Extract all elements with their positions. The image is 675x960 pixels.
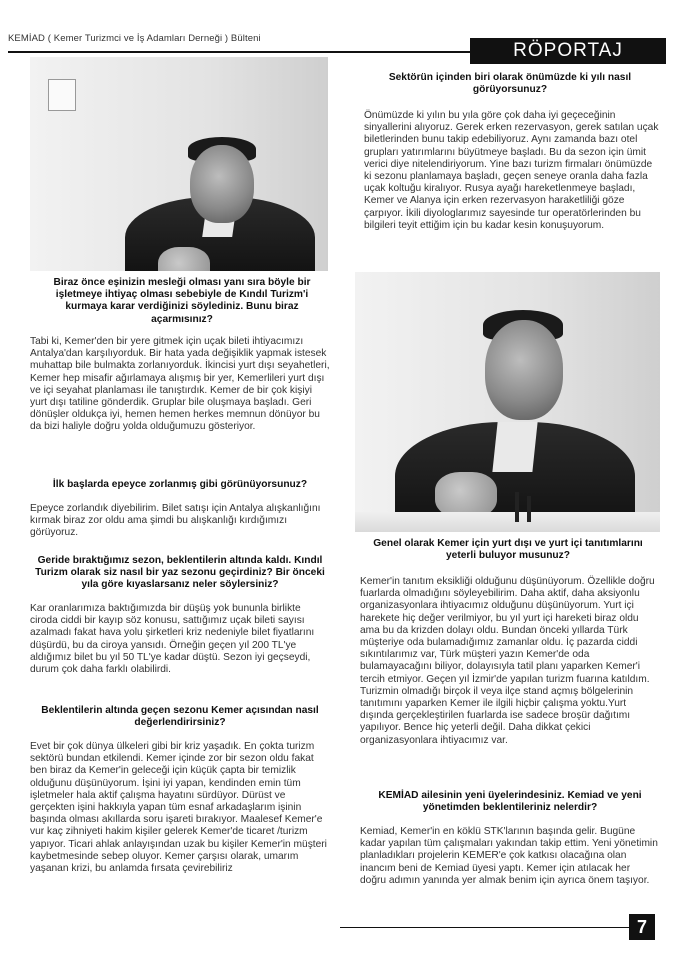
question-4: Beklentilerin altında geçen sezonu Kemer açısından nasıl değerlendirirsiniz? (41, 705, 319, 729)
answer-5: Önümüzde ki yılın bu yıla göre çok daha iyi geçeceğinin sinyallerini alıyoruz. Gerek erken rezervasyon, gerek satılan uçak biletlerinden bunu takip edebiliyoruz. Aynı zamanda bazı otel grupları yatırımlarını büyütmeye başladı. Bu da sezon için ümit verici diye nitelendiriyorum. Yine bazı turizm firmaları önümüzde ki sezonu planlamaya başladı, geçen seneye oranla daha fazla uçak koltuğu kiralıyor. Rusya ayağı hareketlenmeye başladı, Kemer ve Alanya için erken rezervasyon haraketliliği göze çarpıyor. İkili diyologlarımız sayesinde tur operatörlerinden bu bilgileri teyit ettiğim için bu kadar kesin konuşuyorum. (364, 110, 659, 231)
answer-1: Tabi ki, Kemer'den bir yere gitmek için uçak bileti ihtiyacımızı Antalya'dan karşılıyorduk. Bir hata yada değişiklik yapmak istesek muhattap bile bulmakta zorlanıyorduk. İkincisi yurt dışı seyahetleri, Kemer hep misafir ağırlamaya alışmış bir yer, Kemerlileri yurt dışı ve içi seyahat planlaması ile tanıştırdık. Kemer de bir çok kişiyi yurt dışı tatiline gönderdik. Gruplar bile oluşmaya başladı. Geri dönüşler oldukça iyi, hemen hemen herkes memnun dönüyor bu da bizi haliyle doğru yolda olduğumuzu gösteriyor. (30, 336, 330, 433)
answer-2: Epeyce zorlandık diyebilirim. Bilet satışı için Antalya alışkanlığını kırmak biraz zor oldu ama şimdi bu alışkanlığı kırdığımızı görüyoruz. (30, 503, 321, 539)
question-2: İlk başlarda epeyce zorlanmış gibi görünüyorsunuz? (52, 479, 308, 490)
newsletter-title: KEMİAD ( Kemer Turizmci ve İş Adamları Derneği ) Bülteni (8, 33, 261, 44)
question-3: Geride bıraktığımız sezon, beklentilerin altında kaldı. Kındıl Turizm olarak siz nasıl bir yaz sezonu geçirdiniz? Bir önceki yıla göre kıyaslarsanız neler söylersiniz? (35, 555, 325, 591)
footer-rule (340, 927, 629, 928)
answer-3: Kar oranlarımıza baktığımızda bir düşüş yok bununla birlikte ciroda ciddi bir kayıp söz konusu, sattığımız uçak bileti sayısı azalmadı fakat hava yolu şirketleri kriz nedeniyle bilet fiyatlarını düşürdü, bu da ciroya yansıdı. Örneğin geçen yıl 200 TL'ye aldığımız bilet bu yıl 50 TL'ye kadar düştü. Sezon iyi geçseydi, durum çok daha farklı olabilirdi. (30, 603, 315, 676)
question-1: Biraz önce eşinizin mesleği olması yanı sıra böyle bir işletmeye ihtiyaç olması sebebiyle de Kındıl Turizm'i kurmaya karar verdiğinizi söylediniz. Bunu biraz açarmısınız? (53, 277, 311, 325)
interview-photo-top (30, 57, 328, 271)
page-number: 7 (629, 914, 655, 940)
answer-7: Kemiad, Kemer'in en köklü STK'larının başında gelir. Bugüne kadar yapılan tüm çalışmaları yakından takip ettim. Yeni yönetimin planladıkları projelerin KEMER'e çok katkısı olacağına olan inancım beni de Kemiad üyesi yaptı. Kemer için atılacak her doğru adımın yanında yer almak benim için ayrıca önem taşıyor. (360, 826, 658, 886)
answer-4: Evet bir çok dünya ülkeleri gibi bir kriz yaşadık. En çokta turizm sektörü bundan etkilendi. Kemer içinde zor bir sezon oldu fakat ben biraz da Kemer'in geleceği için küçük çapta bir temizlik olduğunu düşünüyorum. İşini iyi yapan, kendinden emin tüm işletmeler hala aktif çalışma hayatını sürdüyor. Dürüst ve gerçekten işini hakkıyla yapan tüm esnaf arkadaşlarım işinin başında olması akıllarda soru işareti bırakıyor. Maalesef Kemer'e vur kaç zihniyeti hakim kişiler gelerek Kemer'de ticaret /turizm yapıyor. Ticari ahlak anlayışından uzak bu kişiler Kemer'in müşteri kaybetmesinde sebep oluyor. Kemer çarşısı olarak, umarım yaşanan krizi, bu anlamda fırsata çevirebiliriz (30, 741, 327, 875)
section-badge: RÖPORTAJ (470, 38, 666, 64)
question-7: KEMİAD ailesinin yeni üyelerindesiniz. Kemiad ve yeni yönetimden beklentileriniz nelerdir? (378, 790, 642, 814)
question-5: Sektörün içinden biri olarak önümüzde ki yılı nasıl görüyorsunuz? (388, 72, 632, 96)
answer-6: Kemer'in tanıtım eksikliği olduğunu düşünüyorum. Özellikle doğru fuarlarda olmadığını söyleyebilirim. Daha aktif, daha aksiyonlu organizasyonlara ihtiyacımız olduğunu düşünüyorum. Yurt içi harekete hiç değer verilmiyor, bu yıl yurt içi hareketi biraz oldu ama bu da krizden dolayı oldu. Bundan önceki yıllarda Türk müşteriye oda bulamadığımız zamanlar oldu. İç pazarda ciddi sıkıntılarımız var, Türk müşteri yazın Kemer'de oda bulamayacağını biliyor, dolayısıyla tatil planı yaparken Kemer'i tercih etmiyor. Geçen yıl İzmir'de yapılan turizm fuarına katıldım. Turizmin olmadığı birçok il veya ilçe stand açmış bölgelerinin tanıtımını yaparken Kemer ile ilgili hiçbir çalışma yoktu.Yurt dışında gerçekleştirilen fuarlarda ise sadece broşür dağıtımı yapılıyor. Bence hiç yeterli değil. Daha dikkat çekici organizasyonlara ihtiyacımız var. (360, 576, 655, 746)
interview-photo-middle (355, 272, 660, 532)
question-6: Genel olarak Kemer için yurt dışı ve yurt içi tanıtımlarını yeterli buluyor musunuz? (373, 538, 643, 562)
